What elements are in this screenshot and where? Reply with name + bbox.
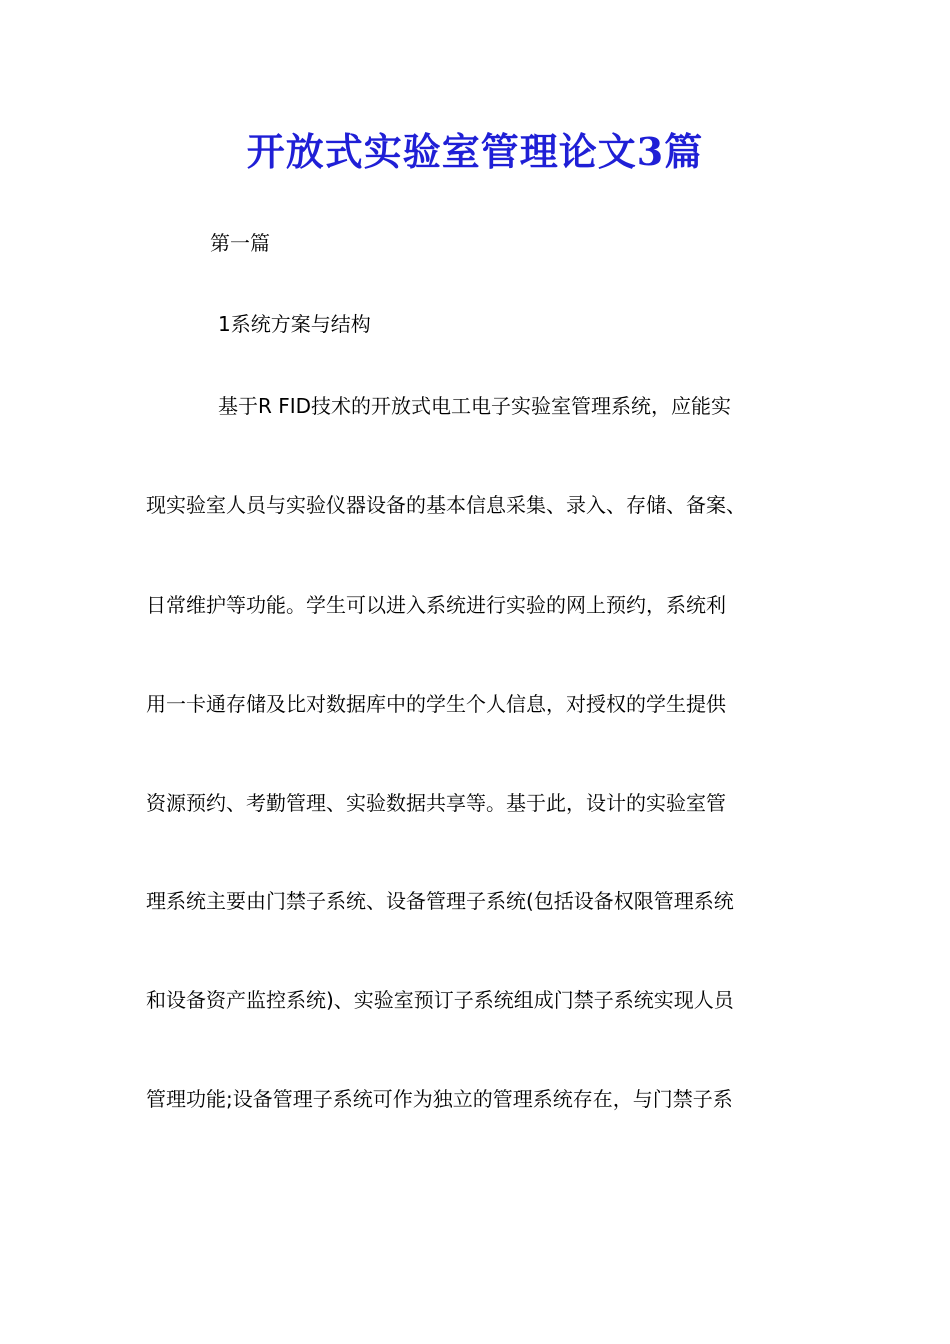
section-label: 第一篇: [210, 231, 270, 255]
paragraph-line-5: 资源预约、考勤管理、实验数据共享等。基于此，设计的实验室管: [146, 791, 726, 815]
paragraph-line-3: 日常维护等功能。学生可以进入系统进行实验的网上预约，系统利: [146, 593, 726, 617]
paragraph-line-4: 用一卡通存储及比对数据库中的学生个人信息，对授权的学生提供: [146, 692, 726, 716]
section-heading: 1系统方案与结构: [218, 312, 371, 336]
document-title: 开放式实验室管理论文3篇: [246, 129, 704, 174]
paragraph-line-6: 理系统主要由门禁子系统、设备管理子系统(包括设备权限管理系统: [146, 889, 734, 913]
paragraph-line-8: 管理功能;设备管理子系统可作为独立的管理系统存在，与门禁子系: [146, 1087, 733, 1111]
paragraph-line-1: 基于R FID技术的开放式电工电子实验室管理系统，应能实: [218, 394, 732, 418]
paragraph-line-7: 和设备资产监控系统)、实验室预订子系统组成门禁子系统实现人员: [146, 988, 734, 1012]
paragraph-line-2: 现实验室人员与实验仪器设备的基本信息采集、录入、存储、备案、: [146, 493, 746, 517]
